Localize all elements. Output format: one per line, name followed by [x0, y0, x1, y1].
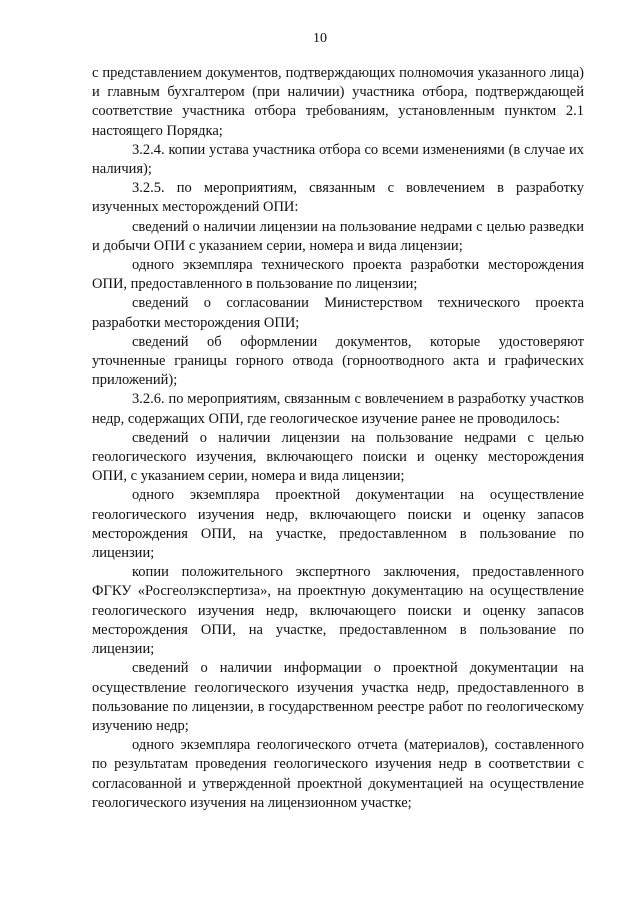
page-number: 10 [313, 31, 327, 46]
paragraph-representation-continuation: с представлением документов, подтверждающих полномочия указанного лица) и главным бухгалтером (при наличии) участника отбора, подтверждающей соответствие участника отбора требованиям, установленным пунктом 2.1 настоящего Порядка; [92, 65, 584, 139]
paragraph-technical-project: одного экземпляра технического проекта разработки месторождения ОПИ, предоставленного в пользование по лицензии; [92, 257, 584, 293]
paragraph-mining-allotment: сведений об оформлении документов, которые удостоверяют уточненные границы горного отвода (горноотводного акта и графических приложений); [92, 333, 584, 389]
paragraph-expert-conclusion: копии положительного экспертного заключения, предоставленного ФГКУ «Росгеолэкспертиза», на проектную документацию на осуществление геологического изучения недр, включающего поиски и оценку запасов месторождения ОПИ, на участке, предоставленном в пользование по лицензии; [92, 564, 584, 658]
paragraph-exploration-license: сведений о наличии лицензии на пользование недрами с целью геологического изучения, включающего поиски и оценку месторождения ОПИ, с указанием серии, номера и вида лицензии; [92, 429, 584, 485]
paragraph-state-registry: сведений о наличии информации о проектной документации на осуществление геологического изучения участка недр, предоставленного в пользование по лицензии, в государственном реестре работ по геологическому изучению недр; [92, 660, 584, 734]
paragraph-ministry-approval: сведений о согласовании Министерством технического проекта разработки месторождения ОПИ; [92, 295, 584, 331]
paragraph-3-2-5: 3.2.5. по мероприятиям, связанным с вовлечением в разработку изученных месторождений ОПИ: [92, 180, 584, 216]
paragraph-license-info: сведений о наличии лицензии на пользование недрами с целью разведки и добычи ОПИ с указанием серии, номера и вида лицензии; [92, 218, 584, 254]
paragraph-geological-report: одного экземпляра геологического отчета (материалов), составленного по результатам проведения геологического изучения недр в соответствии с согласованной и утвержденной проектной документацией на осуществление геологического изучения на лицензионном участке; [92, 737, 584, 811]
document-body [92, 64, 584, 813]
paragraph-project-documentation: одного экземпляра проектной документации на осуществление геологического изучения недр, включающего поиски и оценку запасов месторождения ОПИ, на участке, предоставленном в пользование по лицензии; [92, 487, 584, 562]
paragraph-3-2-4: 3.2.4. копии устава участника отбора со всеми изменениями (в случае их наличия); [92, 141, 584, 178]
paragraph-3-2-6: 3.2.6. по мероприятиям, связанным с вовлечением в разработку участков недр, содержащих ОПИ, где геологическое изучение ранее не проводилось: [92, 391, 584, 427]
